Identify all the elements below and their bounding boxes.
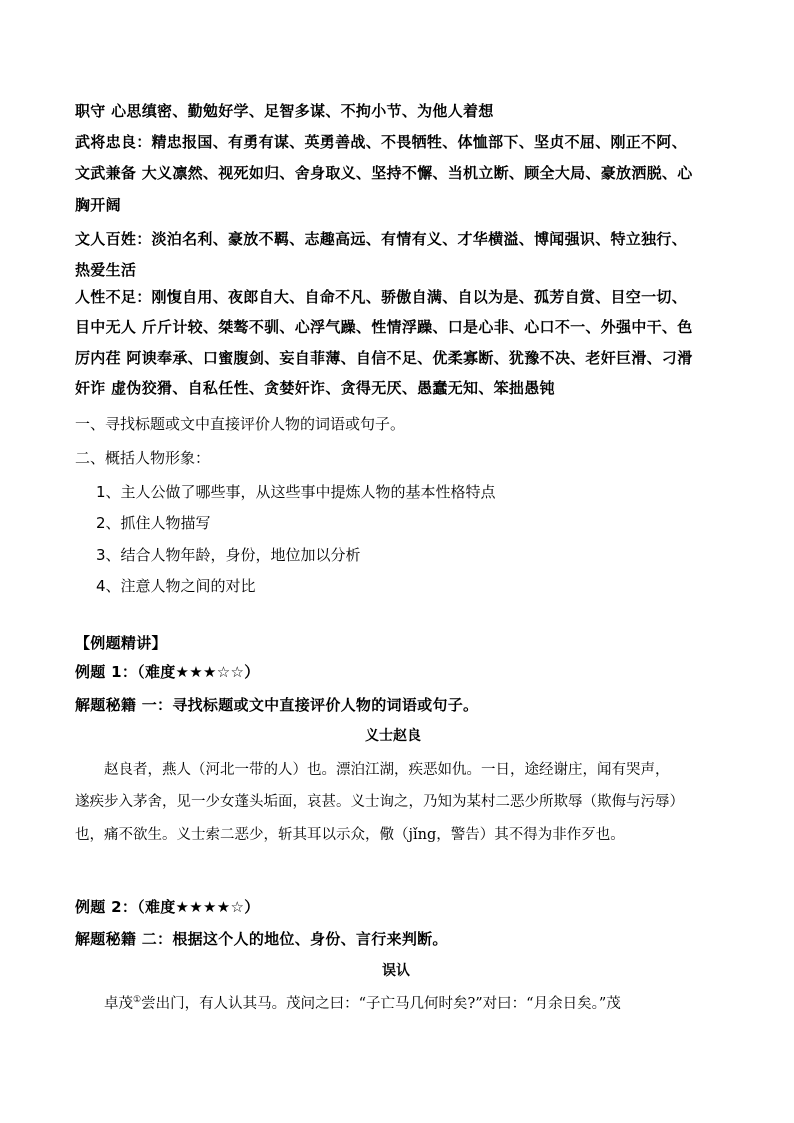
example2-label: 例题 2：（难度★★★★☆） [75, 898, 260, 916]
method-step-4: 4、注意人物之间的对比 [96, 577, 256, 595]
trait-line-10: 奸诈 虚伪狡猾、自私任性、贪婪奸诈、贪得无厌、愚蠢无知、笨拙愚钝 [75, 379, 555, 397]
trait-line-4: 胸开阔 [75, 196, 121, 214]
method-line-2: 二、概括人物形象： [75, 449, 211, 467]
method-step-3: 3、结合人物年龄，身份，地位加以分析 [96, 546, 361, 564]
trait-line-3: 文武兼备 大义凛然、视死如归、舍身取义、坚持不懈、当机立断、顾全大局、豪放洒脱、心 [75, 164, 693, 182]
example2-passage-rest: 尝出门，有人认其马。茂问之曰：“子亡马几何时矣?”对曰：“月余日矣。”茂 [141, 996, 621, 1012]
example2-title: 误认 [382, 963, 410, 979]
example1-tip: 解题秘籍 一：寻找标题或文中直接评价人物的词语或句子。 [75, 696, 479, 714]
trait-line-8: 目中无人 斤斤计较、桀骜不驯、心浮气躁、性情浮躁、口是心非、心口不一、外强中干、色 [75, 318, 693, 336]
method-step-2: 2、抓住人物描写 [96, 514, 211, 532]
example1-passage-line-1: 赵良者，燕人（河北一带的人）也。漂泊江湖，疾恶如仇。一日，途经谢庄，闻有哭声， [104, 762, 670, 778]
method-step-1: 1、主人公做了哪些事，从这些事中提炼人物的基本性格特点 [96, 483, 496, 501]
method-line-1: 一、寻找标题或文中直接评价人物的词语或句子。 [75, 415, 406, 433]
example1-passage-line-3: 也，痛不欲生。义士索二恶少，斩其耳以示众，儆（jǐng，警告）其不得为非作歹也。 [75, 827, 625, 843]
example1-title: 义士赵良 [365, 728, 421, 744]
section-heading: 【例题精讲】 [75, 634, 167, 652]
trait-line-6: 热爱生活 [75, 261, 137, 279]
example2-tip: 解题秘籍 二：根据这个人的地位、身份、言行来判断。 [75, 930, 448, 948]
footnote-marker: ① [133, 995, 142, 1006]
example1-label: 例题 1：（难度★★★☆☆） [75, 663, 260, 681]
example2-passage-prefix: 卓茂 [104, 996, 133, 1012]
trait-line-1: 职守 心思缜密、勤勉好学、足智多谋、不拘小节、为他人着想 [75, 102, 494, 120]
example1-passage-line-2: 遂疾步入茅舍，见一少女蓬头垢面，哀甚。义士询之，乃知为某村二恶少所欺辱（欺侮与污辱） [75, 794, 684, 810]
example2-passage-line-1 [75, 994, 725, 1014]
trait-line-7: 人性不足：刚愎自用、夜郎自大、自命不凡、骄傲自满、自以为是、孤芳自赏、目空一切、 [75, 288, 688, 306]
trait-line-9: 厉内荏 阿谀奉承、口蜜腹剑、妄自菲薄、自信不足、优柔寡断、犹豫不决、老奸巨滑、刁滑 [75, 349, 693, 367]
trait-line-2: 武将忠良：精忠报国、有勇有谋、英勇善战、不畏牺牲、体恤部下、坚贞不屈、刚正不阿、 [75, 133, 688, 151]
trait-line-5: 文人百姓：淡泊名利、豪放不羁、志趣高远、有情有义、才华横溢、博闻强识、特立独行、 [75, 230, 688, 248]
